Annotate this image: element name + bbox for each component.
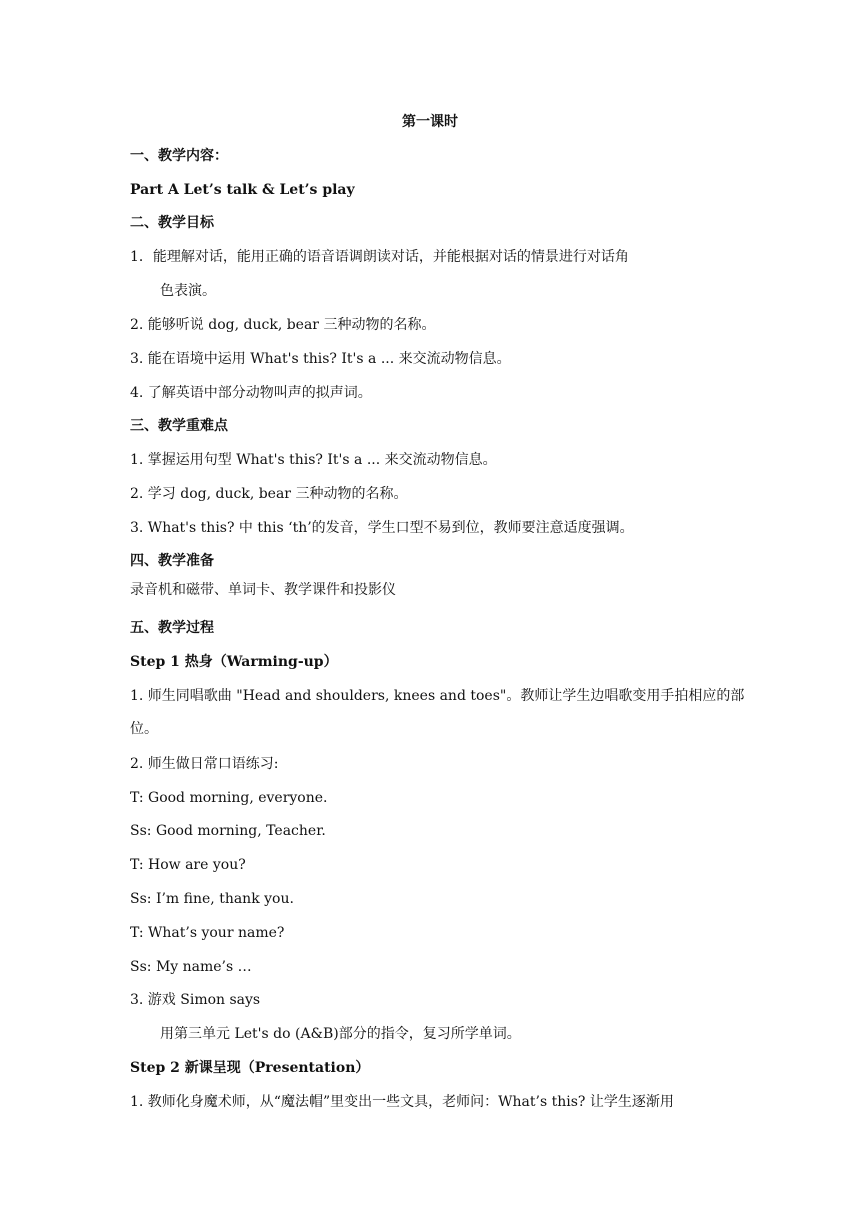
- dialog-line-5: T: What’s your name?: [130, 925, 285, 941]
- page-title: 第一课时: [402, 114, 458, 130]
- dialog-line-1: T: Good morning, everyone.: [130, 790, 328, 806]
- step-2-heading: Step 2 新课呈现（Presentation）: [130, 1060, 370, 1076]
- objective-item-1: 1．能理解对话，能用正确的语音语调朗读对话，并能根据对话的情景进行对话角: [130, 249, 629, 265]
- step-1-item-3: 3. 游戏 Simon says: [130, 992, 261, 1008]
- objective-item-1-continued: 色表演。: [160, 283, 216, 299]
- key-point-item-1: 1. 掌握运用句型 What's this? It's a ... 来交流动物信息。: [130, 452, 497, 468]
- key-point-item-2: 2. 学习 dog, duck, bear 三种动物的名称。: [130, 486, 408, 502]
- step-1-item-2: 2. 师生做日常口语练习:: [130, 756, 279, 772]
- section-heading-key-points: 三、教学重难点: [130, 418, 228, 434]
- dialog-line-6: Ss: My name’s …: [130, 959, 252, 975]
- dialog-line-4: Ss: I’m fine, thank you.: [130, 891, 294, 907]
- section-heading-objectives: 二、教学目标: [130, 215, 214, 231]
- step-2-item-1: 1. 教师化身魔术师，从“魔法帽”里变出一些文具，老师问：What’s this? 让学生逐渐用: [130, 1094, 674, 1110]
- objective-item-4: 4. 了解英语中部分动物叫声的拟声词。: [130, 385, 372, 401]
- preparation-text: 录音机和磁带、单词卡、教学课件和投影仪: [130, 582, 396, 598]
- step-1-item-3-description: 用第三单元 Let's do (A&B)部分的指令，复习所学单词。: [160, 1026, 521, 1042]
- objective-item-3: 3. 能在语境中运用 What's this? It's a ... 来交流动物信息。: [130, 351, 511, 367]
- objective-item-2: 2. 能够听说 dog, duck, bear 三种动物的名称。: [130, 317, 436, 333]
- key-point-item-3: 3. What's this? 中 this ‘th’的发音，学生口型不易到位，教师要注意适度强调。: [130, 520, 634, 536]
- section-heading-preparation: 四、教学准备: [130, 553, 214, 569]
- lesson-part: Part A Let’s talk & Let’s play: [130, 182, 355, 198]
- dialog-line-2: Ss: Good morning, Teacher.: [130, 823, 326, 839]
- section-heading-process: 五、教学过程: [130, 620, 214, 636]
- dialog-line-3: T: How are you?: [130, 857, 246, 873]
- step-1-heading: Step 1 热身（Warming-up）: [130, 654, 338, 670]
- step-1-item-1: 1. 师生同唱歌曲 "Head and shoulders, knees and toes"。教师让学生边唱歌变用手拍相应的部: [130, 688, 745, 704]
- step-1-item-1-continued: 位。: [130, 721, 158, 737]
- section-heading-content: 一、教学内容：: [130, 148, 228, 164]
